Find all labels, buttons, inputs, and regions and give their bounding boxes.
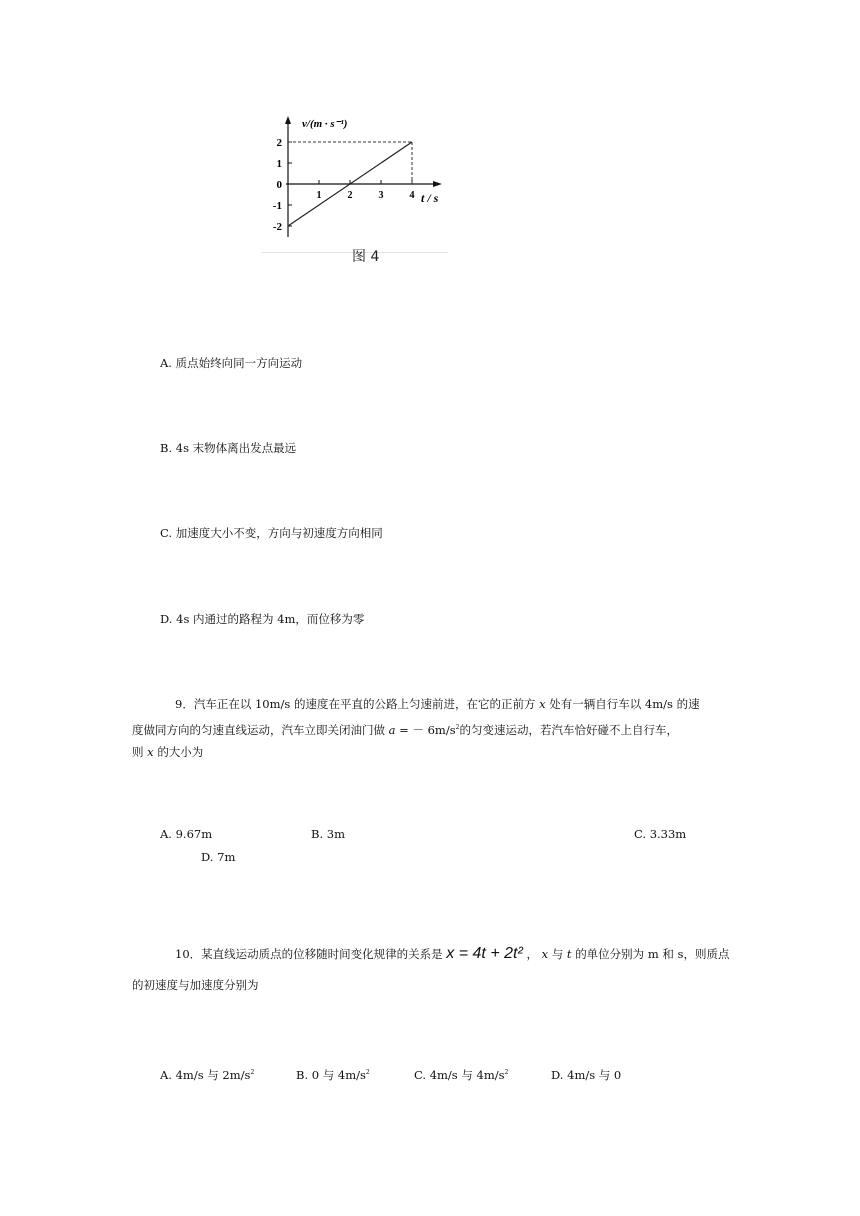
x-tick-label: 1 xyxy=(316,190,322,201)
q10-line-1 xyxy=(175,942,729,966)
y-tick-label: 0 xyxy=(276,179,282,191)
x-tick-label: 2 xyxy=(347,190,353,201)
q9-var-x: x xyxy=(539,697,546,711)
q10-line-2: 的初速度与加速度分别为 xyxy=(132,978,259,992)
x-axis-label: t / s xyxy=(421,191,439,205)
q10-option-d: D. 4m/s 与 0 xyxy=(551,1068,622,1082)
q9-option-c: C. 3.33m xyxy=(634,827,687,841)
q9-text: 的大小为 xyxy=(157,745,204,759)
y-tick-label: 1 xyxy=(276,158,282,170)
q9-var-x: x xyxy=(147,745,154,759)
x-tick-label: 4 xyxy=(409,190,415,201)
q10-superscript: 2 xyxy=(504,1069,509,1077)
q9-var-a: a xyxy=(388,722,396,737)
q9-text: 处有一辆自行车以 4m/s 的速 xyxy=(549,697,700,711)
x-tick-label: 3 xyxy=(378,190,384,201)
q10-option-a xyxy=(160,1067,254,1083)
q9-line-2 xyxy=(132,716,678,742)
q9-text: 则 xyxy=(132,745,144,759)
q10-text: 与 xyxy=(551,947,564,961)
graph-svg xyxy=(262,112,448,252)
q10-text: 10．某直线运动质点的位移随时间变化规律的关系是 xyxy=(175,947,443,961)
q10-superscript: 2 xyxy=(365,1069,370,1077)
velocity-time-graph xyxy=(262,112,448,262)
q10-option-b-text: B. 0 与 4m/s xyxy=(296,1068,366,1082)
q10-option-b xyxy=(296,1067,370,1083)
q8-option-c: C. 加速度大小不变，方向与初速度方向相同 xyxy=(160,526,383,540)
q8-option-b: B. 4s 末物体离出发点最远 xyxy=(160,441,297,455)
q8-option-a: A. 质点始终向同一方向运动 xyxy=(160,356,303,370)
q10-option-c xyxy=(414,1067,508,1083)
y-axis-label: v/(m · s⁻¹) xyxy=(302,118,348,130)
q9-option-b: B. 3m xyxy=(311,827,345,841)
q9-text: = － 6m/s xyxy=(399,722,456,737)
q10-text: ， xyxy=(526,947,538,961)
q10-superscript: 2 xyxy=(250,1069,255,1077)
y-tick-label: 2 xyxy=(276,137,282,149)
q9-text: 度做同方向的匀速直线运动，汽车立即关闭油门做 xyxy=(132,722,385,737)
q10-var-x: x xyxy=(541,947,549,961)
y-tick-label: -1 xyxy=(272,200,282,212)
figure-caption: 图 4 xyxy=(352,249,380,265)
q9-line-1 xyxy=(175,692,700,716)
y-tick-label: -2 xyxy=(272,221,282,233)
q10-option-a-text: A. 4m/s 与 2m/s xyxy=(160,1068,251,1082)
q8-option-d: D. 4s 内通过的路程为 4m，而位移为零 xyxy=(160,612,365,626)
q9-text: 9．汽车正在以 10m/s 的速度在平直的公路上匀速前进，在它的正前方 xyxy=(175,697,536,711)
q9-option-d: D. 7m xyxy=(201,850,236,864)
q10-var-t: t xyxy=(566,947,572,961)
x-axis-arrow xyxy=(433,181,442,187)
q9-text: 的匀变速运动，若汽车恰好碰不上自行车， xyxy=(459,722,678,737)
q9-option-a: A. 9.67m xyxy=(160,827,213,841)
q10-option-c-text: C. 4m/s 与 4m/s xyxy=(414,1068,505,1082)
q9-line-3 xyxy=(132,740,203,764)
q9-superscript: 2 xyxy=(455,724,460,731)
q10-formula: x = 4t + 2t² xyxy=(446,945,523,962)
y-axis-arrow xyxy=(285,116,291,124)
q10-text: 的单位分别为 m 和 s，则质点 xyxy=(575,947,730,961)
